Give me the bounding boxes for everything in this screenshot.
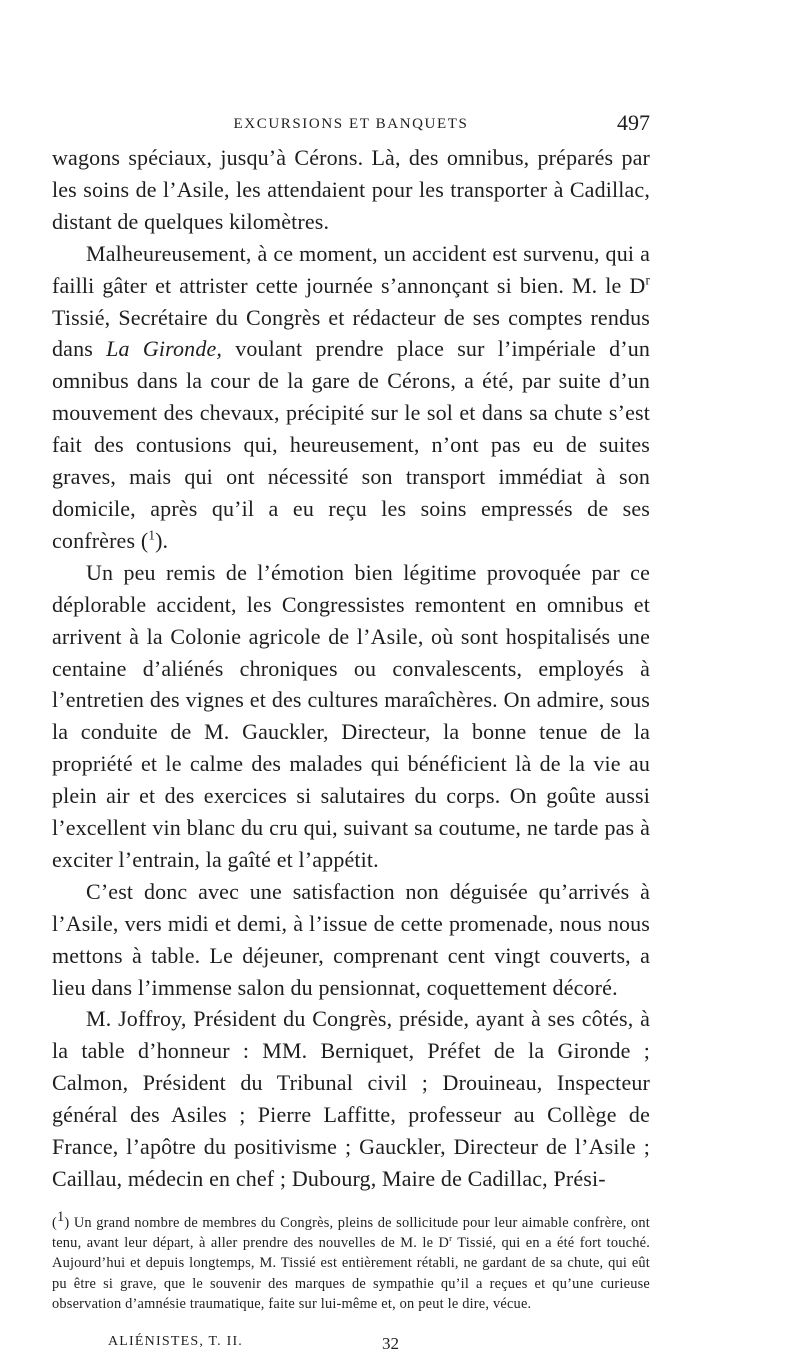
footnote-reference: 1 <box>148 527 156 543</box>
paragraph-2-text-a: Malheureusement, à ce moment, un accident est survenu, qui a failli gâter et attrister cette journée s’annonçant si bien. M. le D <box>52 240 650 298</box>
sheet-number: 32 <box>382 1333 399 1353</box>
running-head <box>52 106 650 142</box>
paragraph-3-text: Un peu remis de l’émotion bien légitime provoquée par ce déplorable accident, les Congressistes remontent en omnibus et arrivent à la Colonie agricole de l’Asile, où sont hospitalisés une centaine d’aliénés chroniques ou convalescents, employés à l’entretien des vignes et des cultures maraîchères. On admire, sous la conduite de M. Gauckler, Directeur, la bonne tenue de la propriété et le calme des malades qui bénéficient là de la vie au plein air et des exercices si salutaires du corps. On goûte aussi l’excellent vin blanc du cru qui, suivant sa coutume, ne tarde pas à exciter l’entrain, la gaîté et l’appétit. <box>52 559 650 872</box>
doctor-abbrev-superscript: r <box>645 272 650 288</box>
footnote-text-a: Un grand nombre de membres du Congrès, pleins de sollicitude pour leur aimable confrère, ont tenu, avant leur départ, à aller prendre des nouvelles de M. le D <box>52 1214 650 1252</box>
signature-mark: ALIÉNISTES, T. II. <box>108 1333 244 1349</box>
paragraph-2 <box>52 238 650 557</box>
paragraph-5-text: M. Joffroy, Président du Congrès, préside, ayant à ses côtés, à la table d’honneur : MM. Berniquet, Préfet de la Gironde ; Calmon, Président du Tribunal civil ; Drouineau, Inspecteur général des Asiles ; Pierre Laffitte, professeur au Collège de France, l’apôtre du positivisme ; Gauckler, Directeur de l’Asile ; Caillau, médecin en chef ; Dubourg, Maire de Cadillac, Prési- <box>52 1006 650 1191</box>
footnote-doctor-superscript: r <box>449 1233 453 1244</box>
paragraph-5 <box>52 1003 650 1194</box>
newspaper-title: La Gironde, <box>106 336 223 362</box>
body-text <box>52 142 650 1195</box>
book-page <box>52 106 650 1358</box>
paragraph-2-text-end: ). <box>155 527 169 553</box>
footnote: ($^1$) Un grand nombre de membres du Congrès, pleins de sollicitude pour leur aimable confrère, ont tenu, avant leur départ, à aller prendre des nouvelles de M. le $D^r$ Tissié, qui en a été fort touché. Aujourd’hui et depuis longtemps, M. Tissié est entièrement rétabli, ne gardant de sa chute, qui eût pu être si grave, que le souvenir des marques de sympathie qu’il a reçues et qu’une curieuse observation d’amnésie traumatique, faite sur lui-même et, on peut le dire, vécue. <box>52 1209 650 1312</box>
paragraph-3 <box>52 557 650 876</box>
paragraph-4-text: C’est donc avec une satisfaction non déguisée qu’arrivés à l’Asile, vers midi et demi, à l’issue de cette promenade, nous nous mettons à table. Le déjeuner, comprenant cent vingt couverts, a lieu dans l’immense salon du pensionnat, coquettement décoré. <box>52 878 650 1000</box>
running-title: EXCURSIONS ET BANQUETS <box>233 116 469 132</box>
footnote-marker: 1 <box>57 1209 65 1226</box>
page-footer <box>52 1334 650 1358</box>
paragraph-2-text-c: voulant prendre place sur l’impériale d’un omnibus dans la cour de la gare de Cérons, a été, par suite d’un mouvement des chevaux, précipité sur le sol et dans sa chute s’est fait des contusions qui, heureusement, n’ont pas eu de suites graves, mais qui ont nécessité son transport immédiat à son domicile, après qu’il a eu reçu les soins empressés de ses confrères ( <box>52 336 650 553</box>
paragraph-4 <box>52 876 650 1004</box>
footnote-text-b: Tissié, qui en a été fort touché. Aujourd’hui et depuis longtemps, M. Tissié est entièrement rétabli, ne gardant de sa chute, qui eût pu être si grave, que le souvenir des marques de sympathie qu’il a reçues et qu’une curieuse observation d’amnésie traumatique, faite sur lui-même et, on peut le dire, vécue. <box>52 1235 650 1312</box>
paragraph-1-text: wagons spéciaux, jusqu’à Cérons. Là, des omnibus, préparés par les soins de l’Asile, les attendaient pour les transporter à Cadillac, distant de quelques kilomètres. <box>52 145 650 234</box>
paragraph-2-text-b: Tissié, Secrétaire du Congrès et rédacteur de ses comptes rendus dans <box>52 304 650 362</box>
page-number: 497 <box>617 110 650 135</box>
paragraph-1 <box>52 142 650 238</box>
